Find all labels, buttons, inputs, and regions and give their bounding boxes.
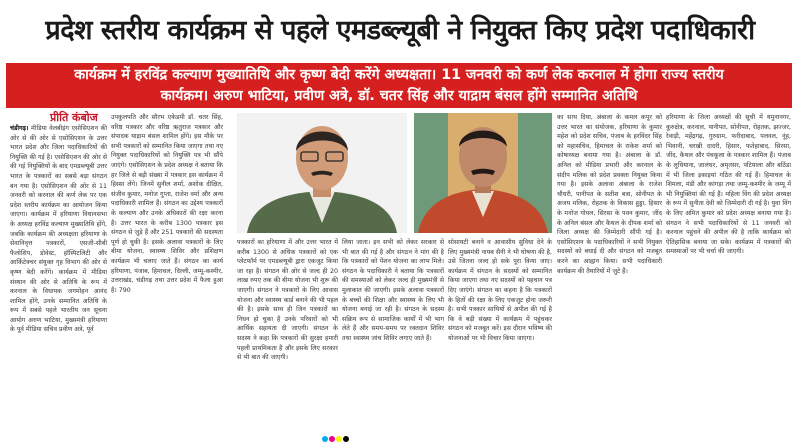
headline: प्रदेश स्तरीय कार्यक्रम से पहले एमडब्ल्यूबी ने नियुक्त किए प्रदेश पदाधिकारी — [45, 15, 755, 46]
article-column-5: पत्रकारों का हरियाणा में और उत्तर भारत में करीब 1300 से अधिक पत्रकारों को एक प्लेटफॉर्म पर एमडब्ल्यूबी द्वारा एकजुट किया जा रहा है। संगठन की ओर से जल्द ही 20 लाख रुपए तक की बीमा योजना भी शुरू की जाएगी। संगठन ने पत्रकारों के लिए आवास योजना और स्वास्थ्य कार्ड बनाने की भी पहल की है। इसके साथ ही जिन पत्रकारों का निधन हो चुका है उनके परिवारों को भी आर्थिक सहायता दी जाएगी। संगठन के सदस्य ने कहा कि पत्रकारों की सुरक्षा हमारी पहली प्राथमिकता है और इसके लिए सरकार से भी बात की जाएगी। — [237, 239, 338, 362]
article-column-4: हरियाणा के जिला अध्यक्षों की सूची में यमुनानगर, कुरुक्षेत्र, करनाल, पानीपत, सोनीपत, रोहतक, झज्जर, रेवाड़ी, महेंद्रगढ़, गुरुग्राम, फरीदाबाद, पलवल, नूंह, भिवानी, चरखी दादरी, हिसार, फतेहाबाद, सिरसा, जींद, कैथल और पंचकूला के पत्रकार शामिल हैं। पंजाब के लुधियाना, जालंधर, अमृतसर, पटियाला और बठिंडा में भी जिला इकाइयां गठित की गई हैं। हिमाचल के शिमला, मंडी और कांगड़ा तथा जम्मू-कश्मीर के जम्मू में भी नियुक्तियां की गई हैं। महिला विंग की प्रदेश अध्यक्ष के रूप में सुनीता देवी को जिम्मेदारी दी गई है। युवा विंग के लिए अमित कुमार को प्रदेश अध्यक्ष बनाया गया है। संगठन ने सभी पदाधिकारियों से 11 जनवरी को करनाल पहुंचने की अपील की है ताकि कार्यक्रम को ऐतिहासिक बनाया जा सके। कार्यक्रम में पत्रकारों की समस्याओं पर भी चर्चा की जाएगी। — [666, 114, 791, 256]
article-column-1 — [10, 124, 107, 430]
article-column-1-text: मीडिया वेलबीइंग एसोसिएशन की ओर से की ओर से एसोसिएशन के उत्तर भारत प्रदेश और जिला पदाधिकारियों की नियुक्ति की गई है। एसोसिएशन की ओर से की गई नियुक्तियों के बाद एमडब्ल्यूबी उत्तर भारत के पत्रकारों का सबसे बड़ा संगठन बन गया है। एसोसिएशन की ओर से 11 जनवरी को करनाल की कर्ण लेक पर एक प्रदेश स्तरीय कार्यक्रम का आयोजन किया जाएगा। कार्यक्रम में हरियाणा विधानसभा के अध्यक्ष हरविंद्र कल्याण मुख्यातिथि होंगे, जबकि कार्यक्रम की अध्यक्षता हरियाणा के सेवानिवृत्त पत्रकारों, एसजी-सीबी फैलोशिप, डोवेस्ट, हॉस्पिटलिटी और आर्किटेक्चर संयुक्त गृह विभाग की ओर से कृष्ण बेदी करेंगे। कार्यक्रम में मीडिया संस्थान की ओर से अतिथि के रूप में करनाल के विधायक जगमोहन आनंद शामिल होंगे, उनके सम्मानित अतिथि के रूप में सबसे पहले भारतीय जन सूचना आयोग अरुण भाटिया, मुख्यमंत्री हरियाणा के पूर्व मीडिया सचिव प्रवीण अत्रे, पूर्व — [10, 125, 107, 334]
banner-line-2: कार्यक्रम। अरुण भाटिया, प्रवीण अत्रे, डॉ. चतर सिंह और याद्राम बंसल होंगे सम्मानित अतिथि — [160, 88, 638, 104]
registration-marks — [322, 427, 350, 446]
black-dot-icon — [343, 436, 349, 442]
byline: प्रीति कंबोज — [50, 111, 98, 124]
dateline: चंडीगढ़। — [10, 125, 29, 132]
article-column-2 — [111, 113, 223, 430]
article-column-2-text: उपकुलपति और सौरभ एकेडमी डॉ. चतर सिंह, वरिष्ठ पत्रकार और वरिष्ठ ऋतुराज पत्रकार और संपादक याद्राम बंसल शामिल होंगे। इस मौके पर सभी पत्रकारों को सम्मानित किया जाएगा तथा नए नियुक्त पदाधिकारियों को नियुक्ति पत्र भी सौंपे जाएंगे। एसोसिएशन के प्रदेश अध्यक्ष ने बताया कि हर जिले से बड़ी संख्या में पत्रकार इस कार्यक्रम में हिस्सा लेंगे। जिनमें सुनील शर्मा, अशोक दीक्षित, संजीव कुमार, मनोज गुप्ता, राजेश वर्मा और अन्य पदाधिकारी शामिल हैं। संगठन का उद्देश्य पत्रकारों के कल्याण और उनके अधिकारों की रक्षा करना है। उत्तर भारत के करीब 1300 पत्रकार इस संगठन से जुड़े हैं और 251 पत्रकारों की सदस्यता पूर्ण हो चुकी है। इसके अलावा पत्रकारों के लिए बीमा योजना, स्वास्थ्य शिविर और प्रशिक्षण कार्यक्रम भी चलाए जाते हैं। संगठन का कार्य हरियाणा, पंजाब, हिमाचल, दिल्ली, जम्मू-कश्मीर, उत्तराखंड, चंडीगढ़ तथा उत्तर प्रदेश में फैला हुआ है। — [111, 114, 223, 294]
subheadline-banner — [6, 63, 792, 108]
article-column-7: सोसायटी बनाने व आवासीय सुविधा देने के लिए मुख्यमंत्री नायब सैनी ने भी घोषणा की है, उसे जितना जल्द हो सके पूरा किया जाए। कार्यक्रम में संगठन के सदस्यों को सम्मानित किया जाएगा तथा नए सदस्यों को पहचान पत्र दिए जाएंगे। संगठन का कहना है कि पत्रकारों के हितों की रक्षा के लिए एकजुट होना जरूरी है। सभी पत्रकार साथियों से अपील की गई है कि वे बड़ी संख्या में कार्यक्रम में पहुंचकर संगठन को मजबूत करें। इस दौरान भविष्य की योजनाओं पर भी विचार किया जाएगा। — [448, 239, 552, 342]
article-column-6: लिया जाता। इन सभी को लेकर सरकार से भी बात की गई है और संगठन ने मांग की है कि पत्रकारों को पेंशन योजना का लाभ मिले। संगठन के पदाधिकारी ने बताया कि पत्रकारों की समस्याओं को लेकर जल्द ही मुख्यमंत्री से मुलाकात की जाएगी। इसके अलावा पत्रकारों के बच्चों की शिक्षा और स्वास्थ्य के लिए भी योजना बनाई जा रही है। संगठन के सदस्य सक्रिय रूप से सामाजिक कार्यों में भी भाग लेते हैं और समय-समय पर रक्तदान शिविर तथा स्वास्थ्य जांच शिविर लगाए जाते हैं। — [342, 239, 444, 342]
article-column-3: का साथ दिया, अंबाला के कमल कपूर को उत्तर भारत का संयोजक, हरियाणा के कुमार महेश को प्रदेश सचिव, पंजाब के हरविंदर सिंह को महासचिव, हिमाचल के राकेश शर्मा को कोषाध्यक्ष बनाया गया है। अंबाला के डॉ. अनिल को मीडिया प्रभारी और करनाल के संदीप मलिक को प्रदेश प्रवक्ता नियुक्त किया गया है। इसके अलावा अंबाला के राजेश चौधरी, पानीपत के सतीश बत्रा, सोनीपत के अजय मलिक, रोहतक के विकास हुड्डा, हिसार के मनोज गोयल, सिरसा के पवन कुमार, जींद के अनिल बंसल और कैथल के दीपक शर्मा को जिला अध्यक्ष की जिम्मेदारी सौंपी गई है। एसोसिएशन के पदाधिकारियों ने सभी नियुक्त सदस्यों को बधाई दी और संगठन को मजबूत करने का आह्वान किया। सभी पदाधिकारी कार्यक्रम की तैयारियों में जुटे हैं। — [557, 114, 662, 275]
magenta-dot-icon — [329, 436, 335, 442]
yellow-dot-icon — [336, 436, 342, 442]
portrait-photo-2 — [414, 113, 552, 233]
page-number: 790 — [118, 286, 131, 294]
cyan-dot-icon — [322, 436, 328, 442]
banner-line-1: कार्यक्रम में हरविंद्र कल्याण मुख्यातिथि और कृष्ण बेदी करेंगे अध्यक्षता। 11 जनवरी को कर्ण लेक करनाल में होगा राज्य स्तरीय — [74, 67, 724, 83]
portrait-photo-1 — [237, 113, 407, 233]
